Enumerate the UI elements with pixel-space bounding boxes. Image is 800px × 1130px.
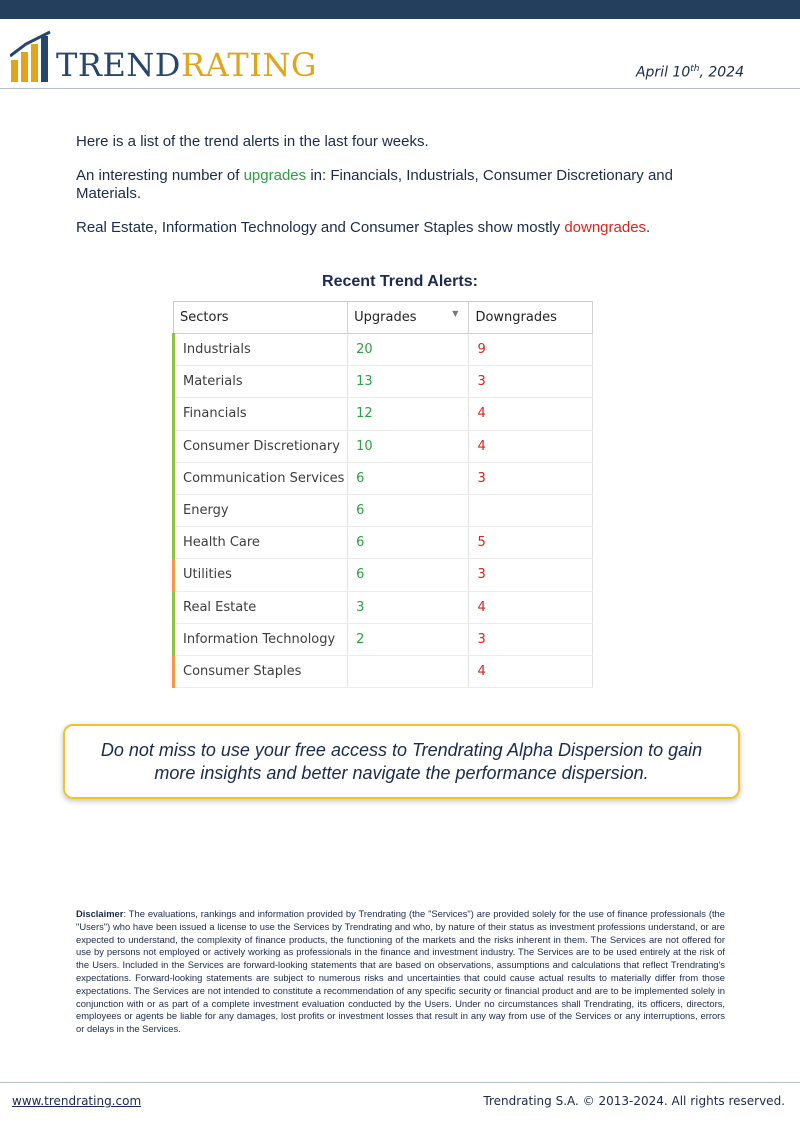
upgrades-cell: 20	[348, 334, 469, 366]
intro-text	[76, 133, 676, 253]
upgrades-cell: 6	[348, 559, 469, 591]
disclaimer-label: Disclaimer	[76, 908, 124, 919]
sector-cell: Communication Services	[174, 462, 348, 494]
table-row	[174, 494, 593, 526]
intro-line-2: An interesting number of upgrades in: Financials, Industrials, Consumer Discretionary and Materials.	[76, 167, 673, 202]
sector-cell: Materials	[174, 366, 348, 398]
downgrades-cell: 4	[469, 655, 593, 687]
column-header-sectors[interactable]: Sectors	[174, 302, 348, 334]
logo-text-rating: RATING	[180, 46, 317, 84]
downgrades-cell: 5	[469, 527, 593, 559]
table-row	[174, 398, 593, 430]
trend-alerts-table	[172, 301, 593, 688]
upgrades-cell: 12	[348, 398, 469, 430]
logo-wordmark	[56, 46, 317, 84]
downgrades-cell: 3	[469, 462, 593, 494]
table-row	[174, 366, 593, 398]
disclaimer-text: : The evaluations, rankings and information provided by Trendrating (the "Services") are provided solely for the use of finance professionals (the "Users") who have been issued a license to use the Services by Trendrating and who, by nature of their status as investment professions understand, or are expected to understand, the complexity of finance products, the functioning of the markets and the risks inherent in them. The Services are not offered for use by persons not employed or actively working as professionals in the finance and investment industry. The Services are to be used entirely at the risk of the Users. Included in the Services are forward-looking statements that are based on observations, assumptions and calculations that reflect Trendrating's expectations. Forward-looking statements are subject to numerous risks and uncertainties that could cause actual results to materially differ from those expectations. The Services are not intended to constitute a recommendation of any specific security or financial product and are to be implemented solely in conjunction with or as part of a complete investment evaluation conducted by the Users. Under no circumstances shall Trendrating, its officers, directors, employees or agents be liable for any damages, lost profits or investment losses that result in any way from use of the Services or any interruptions, errors or delays in the Services.	[76, 908, 725, 1035]
table-header-row	[174, 302, 593, 334]
table-row	[174, 591, 593, 623]
downgrades-cell	[469, 494, 593, 526]
table-row	[174, 430, 593, 462]
intro-line-3: Real Estate, Information Technology and Consumer Staples show mostly downgrades.	[76, 219, 651, 236]
top-header-bar	[0, 0, 800, 19]
upgrades-cell: 6	[348, 462, 469, 494]
disclaimer	[76, 908, 725, 1036]
table-row	[174, 655, 593, 687]
table-row	[174, 334, 593, 366]
downgrades-cell: 4	[469, 398, 593, 430]
sector-cell: Consumer Discretionary	[174, 430, 348, 462]
report-date: April 10th, 2024	[635, 64, 744, 81]
logo-text-trend: TREND	[56, 46, 181, 84]
sector-cell: Industrials	[174, 334, 348, 366]
sector-cell: Utilities	[174, 559, 348, 591]
table-row	[174, 527, 593, 559]
downgrades-cell: 3	[469, 559, 593, 591]
intro-line-1: Here is a list of the trend alerts in the last four weeks.	[76, 133, 429, 150]
table-row	[174, 623, 593, 655]
trendrating-logo	[10, 30, 317, 82]
sector-cell: Financials	[174, 398, 348, 430]
downgrades-cell: 4	[469, 591, 593, 623]
alpha-dispersion-callout: Do not miss to use your free access to Trendrating Alpha Dispersion to gain more insights and better navigate the performance dispersion.	[63, 724, 740, 799]
upgrades-cell: 10	[348, 430, 469, 462]
copyright-notice: Trendrating S.A. © 2013-2024. All rights reserved.	[483, 1094, 785, 1108]
upgrades-cell: 2	[348, 623, 469, 655]
sector-cell: Consumer Staples	[174, 655, 348, 687]
downgrades-cell: 4	[469, 430, 593, 462]
upgrades-cell: 3	[348, 591, 469, 623]
downgrades-cell: 9	[469, 334, 593, 366]
downgrades-cell: 3	[469, 623, 593, 655]
sector-cell: Energy	[174, 494, 348, 526]
footer-divider	[0, 1082, 800, 1083]
upgrades-cell: 13	[348, 366, 469, 398]
column-header-downgrades[interactable]: Downgrades	[469, 302, 593, 334]
header-divider	[0, 88, 800, 89]
sort-desc-icon[interactable]: ▼	[452, 309, 459, 318]
downgrades-cell: 3	[469, 366, 593, 398]
upgrades-cell: 6	[348, 494, 469, 526]
sector-cell: Information Technology	[174, 623, 348, 655]
upgrades-highlight: upgrades	[243, 167, 307, 184]
bar-chart-logo-icon	[10, 30, 52, 82]
upgrades-cell	[348, 655, 469, 687]
sector-cell: Health Care	[174, 527, 348, 559]
column-header-upgrades[interactable]: Upgrades ▼	[348, 302, 469, 334]
sector-cell: Real Estate	[174, 591, 348, 623]
table-row	[174, 559, 593, 591]
table-row	[174, 462, 593, 494]
downgrades-highlight: downgrades	[564, 219, 647, 236]
upgrades-cell: 6	[348, 527, 469, 559]
website-link[interactable]: www.trendrating.com	[12, 1094, 142, 1108]
table-title: Recent Trend Alerts:	[322, 273, 478, 290]
